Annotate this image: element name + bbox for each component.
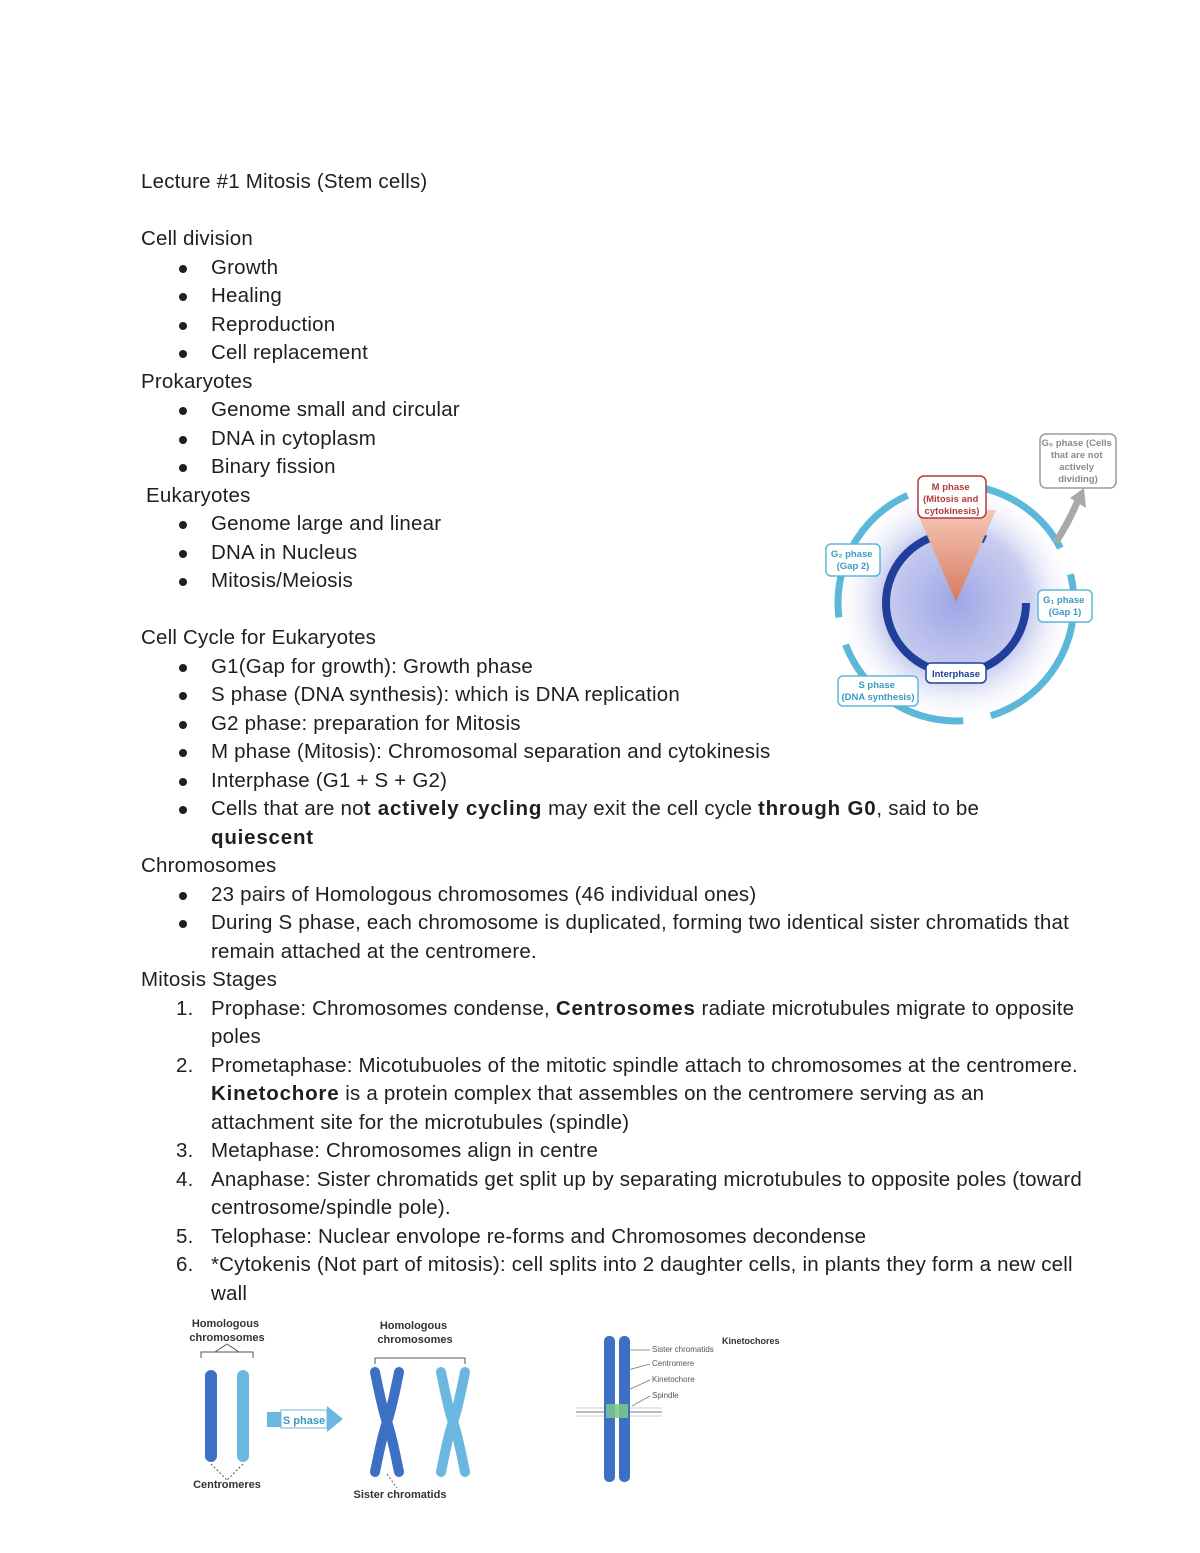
cell-cycle-diagram	[820, 430, 1120, 735]
m-phase-label: M phase	[931, 482, 970, 493]
svg-text:Homologous chromosomes	[189, 1318, 264, 1344]
diagram-label: Spindle	[652, 1391, 679, 1400]
centromeres-label: Centromeres	[193, 1479, 261, 1491]
list-item: M phase (Mitosis): Chromosomal separation and cytokinesis	[141, 738, 1101, 767]
cell-cycle-heading: Cell Cycle for Eukaryotes	[141, 626, 377, 649]
list-item: 4. Anaphase: Sister chromatids get split up by separating microtubules to opposite poles (toward centrosome/spindle pole).	[176, 1167, 1082, 1219]
diagram-label: Sister chromatids	[652, 1345, 714, 1354]
list-item: 1. Prophase: Chromosomes condense, Centrosomes radiate microtubules migrate to opposite poles	[176, 996, 1075, 1048]
interphase-label: Interphase	[931, 669, 981, 680]
list-item: 5. Telophase: Nuclear envolope re-forms and Chromosomes decondense	[176, 1224, 867, 1248]
m-phase-label: (Mitosis and	[922, 494, 979, 505]
list-item: During S phase, each chromosome is duplicated, forming two identical sister chromatids that remain attached at the centromere.	[141, 909, 1091, 966]
kinetochores-title: Kinetochores	[722, 1336, 780, 1346]
homologous-chromosome-diagram	[175, 1312, 475, 1507]
svg-text:Sister chromatids Centrome	[652, 1345, 716, 1400]
g1-label: G₁ phase	[1042, 595, 1085, 606]
list-item: S phase (DNA synthesis): which is DNA replication	[141, 681, 1101, 710]
cell-division-list	[141, 254, 1101, 368]
homologous-label-left: Homologous	[191, 1318, 260, 1330]
diagram-label: Kinetochore	[652, 1375, 695, 1384]
eukaryotes-heading: Eukaryotes	[146, 483, 251, 507]
list-item: Healing	[141, 282, 1101, 311]
list-item: DNA in cytoplasm	[141, 425, 1101, 454]
svg-text:M phase (Mitosis and c	[923, 482, 981, 517]
svg-text:G₁ phase (Gap 1)	[1043, 595, 1087, 618]
list-item: G1(Gap for growth): Growth phase	[141, 653, 1101, 682]
s-phase-label: S phase	[858, 680, 895, 691]
duplicated-chromosome-left	[375, 1372, 399, 1472]
list-item: Growth	[141, 254, 1101, 283]
list-item: Cells that are not actively cycling may exit the cell cycle through G0, said to be quiescent	[141, 795, 1091, 852]
mitosis-heading: Mitosis Stages	[141, 968, 278, 991]
list-item: Cell replacement	[141, 339, 1101, 368]
bracket-left	[201, 1352, 253, 1358]
list-item: 23 pairs of Homologous chromosomes (46 individual ones)	[141, 881, 1101, 910]
list-item: 6. *Cytokenis (Not part of mitosis): cell splits into 2 daughter cells, in plants they form a new cell wall	[176, 1253, 1073, 1305]
g2-label: (Gap 2)	[836, 561, 870, 572]
list-item: DNA in Nucleus	[141, 539, 1101, 568]
s-phase-label: (DNA synthesis)	[841, 692, 915, 703]
list-item: Genome small and circular	[141, 396, 1101, 425]
g0-label: that are not	[1050, 450, 1103, 461]
mitosis-stage-list	[141, 995, 1101, 1309]
homologous-label-left: chromosomes	[189, 1332, 265, 1344]
document-body	[141, 168, 1101, 1308]
list-item: 2. Prometaphase: Micotubuoles of the mitotic spindle attach to chromosomes at the centromere. Kinetochore is a protein complex that assembles on the centromere serving as an attachment site for the microtubules (spindle)	[176, 1053, 1078, 1134]
sister-chromatids-label: Sister chromatids	[353, 1489, 447, 1501]
g2-label: G₂ phase	[830, 549, 873, 560]
g0-arrow	[1056, 500, 1078, 542]
g1-label: (Gap 1)	[1048, 607, 1082, 618]
homologous-label-right: chromosomes	[377, 1334, 453, 1346]
m-phase-label: cytokinesis)	[924, 506, 980, 517]
diagram-label: Centromere	[652, 1359, 695, 1368]
duplicated-chromosome-right	[441, 1372, 465, 1472]
kinetochore	[606, 1404, 628, 1418]
g0-label: dividing)	[1058, 474, 1098, 485]
list-item: G2 phase: preparation for Mitosis	[141, 710, 1101, 739]
homologous-label-right: Homologous	[379, 1320, 448, 1332]
kinetochore-diagram	[572, 1330, 802, 1490]
list-item: Reproduction	[141, 311, 1101, 340]
g0-label: actively	[1059, 462, 1095, 473]
doc-title: Lecture #1 Mitosis (Stem cells)	[141, 170, 428, 193]
prokaryotes-heading: Prokaryotes	[141, 369, 253, 393]
svg-text:Homologous chromosomes	[377, 1320, 452, 1346]
list-item: Genome large and linear	[141, 510, 1101, 539]
g0-label: G₀ phase (Cells	[1041, 438, 1112, 449]
list-item: Interphase (G1 + S + G2)	[141, 767, 1101, 796]
chromosomes-heading: Chromosomes	[141, 854, 277, 877]
list-item: Binary fission	[141, 453, 1101, 482]
chromosome-left	[205, 1370, 217, 1462]
cell-division-heading: Cell division	[141, 227, 253, 250]
svg-text:G₂ phase (Gap 2)	[831, 549, 875, 572]
list-item: 3. Metaphase: Chromosomes align in centre	[176, 1139, 599, 1162]
list-item: Mitosis/Meiosis	[141, 567, 1101, 596]
s-phase-arrow-label: S phase	[282, 1415, 326, 1427]
chromosome-right	[237, 1370, 249, 1462]
chromosomes-list	[141, 881, 1101, 967]
